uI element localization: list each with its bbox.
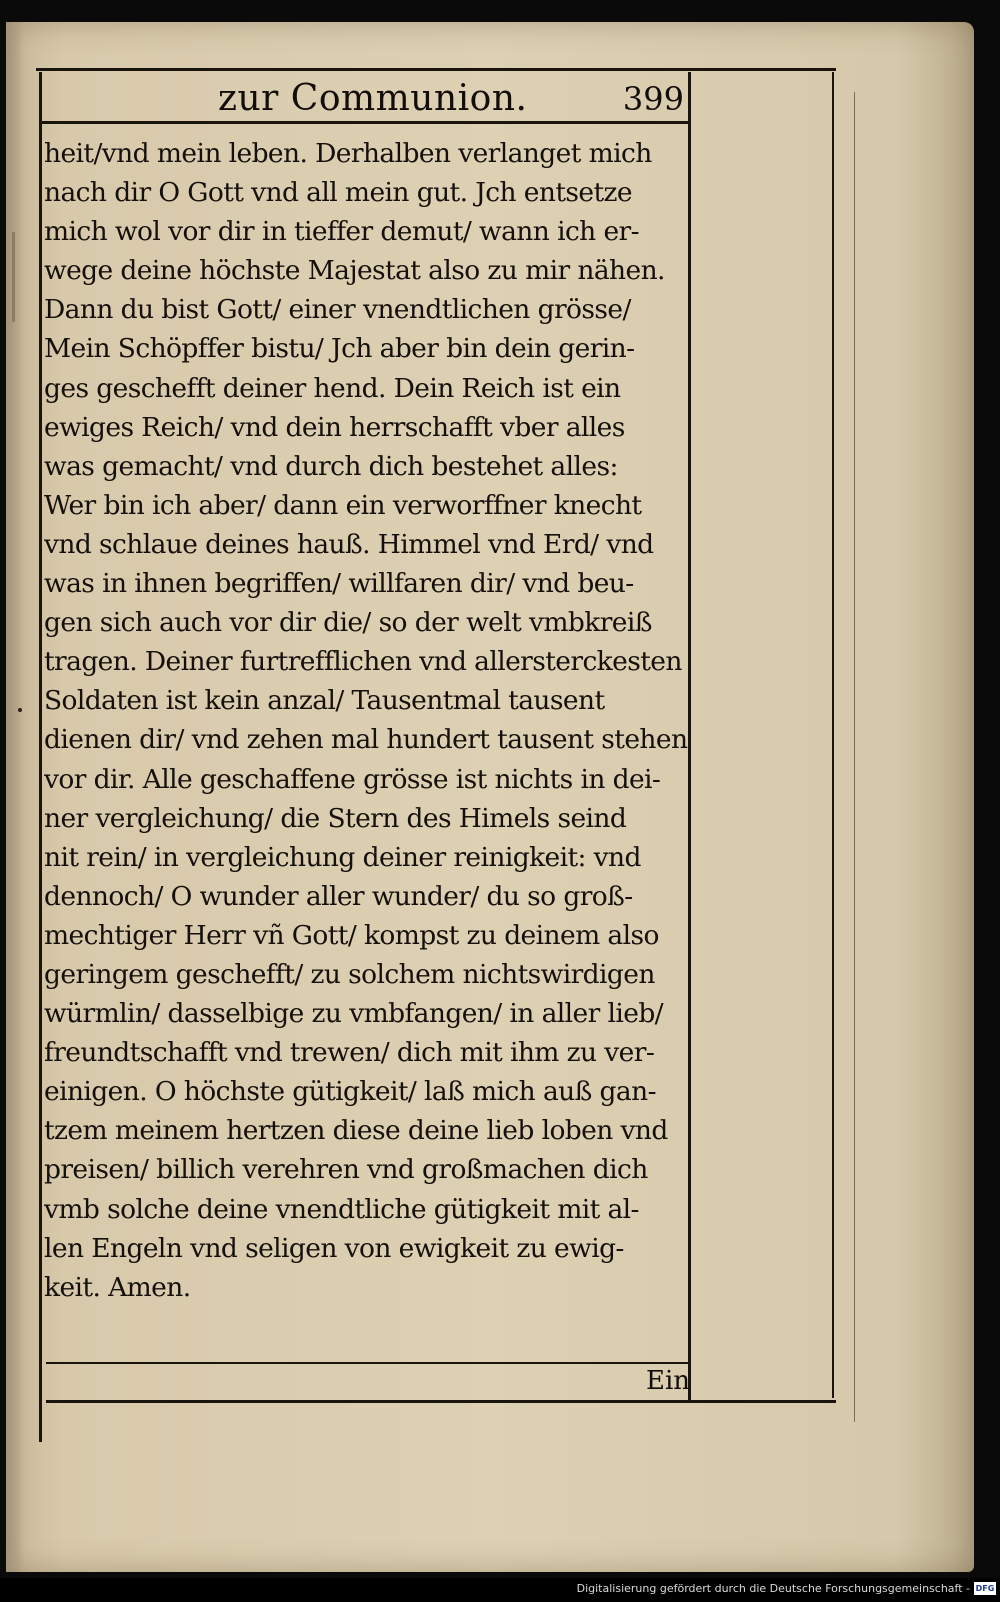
text-line: Soldaten ist kein anzal/ Tausentmal tausent — [44, 685, 605, 717]
page-edge-shadow — [6, 22, 24, 1572]
outer-right-rule — [854, 92, 855, 1422]
text-line: vmb solche deine vnendtliche gütigkeit mit al- — [44, 1193, 639, 1225]
header-rule — [42, 121, 690, 124]
text-line: ner vergleichung/ die Stern des Himels seind — [44, 802, 627, 834]
text-column-right-rule — [688, 72, 691, 1400]
text-line: vnd schlaue deines hauß. Himmel vnd Erd/ vnd — [44, 528, 654, 560]
text-line: wege deine höchste Majestat also zu mir nähen. — [44, 255, 665, 287]
book-page — [6, 22, 974, 1572]
text-line: nach dir O Gott vnd all mein gut. Jch entsetze — [44, 177, 632, 209]
text-line: nit rein/ in vergleichung deiner reinigkeit: vnd — [44, 841, 641, 873]
text-line: keit. Amen. — [44, 1271, 191, 1303]
text-line: geringem geschefft/ zu solchem nichtswirdigen — [44, 958, 655, 990]
text-line: dienen dir/ vnd zehen mal hundert tausent stehen — [44, 724, 688, 756]
text-line: einigen. O höchste gütigkeit/ laß mich auß gan- — [44, 1076, 656, 1108]
margin-mark — [12, 232, 15, 322]
text-line: mechtiger Herr vñ Gott/ kompst zu deinem also — [44, 919, 659, 951]
text-line: Dann du bist Gott/ einer vnendtlichen grösse/ — [44, 294, 631, 326]
text-line: freundtschafft vnd trewen/ dich mit ihm zu ver- — [44, 1037, 655, 1069]
margin-column-right-rule — [832, 72, 834, 1398]
text-line: Wer bin ich aber/ dann ein verworffner knecht — [44, 489, 642, 521]
top-frame-rule — [36, 68, 836, 71]
text-line: vor dir. Alle geschaffene grösse ist nichts in dei- — [44, 763, 661, 795]
funding-credit: Digitalisierung gefördert durch die Deutsche Forschungsgemeinschaft - — [576, 1582, 970, 1595]
running-header — [46, 78, 686, 120]
page-number: 399 — [622, 80, 684, 118]
text-line: ges geschefft deiner hend. Dein Reich ist ein — [44, 372, 621, 404]
text-line: würmlin/ dasselbige zu vmbfangen/ in aller lieb/ — [44, 998, 664, 1030]
text-line: preisen/ billich verehren vnd großmachen dich — [44, 1154, 648, 1186]
dfg-logo: DFG — [975, 1584, 995, 1593]
running-title: zur Communion. — [218, 78, 528, 119]
bottom-frame-rule — [46, 1400, 836, 1403]
text-line: tzem meinem hertzen diese deine lieb loben vnd — [44, 1115, 668, 1147]
left-frame-rule — [39, 72, 42, 1442]
margin-dot — [18, 708, 22, 712]
text-line: gen sich auch vor dir die/ so der welt vmbkreiß — [44, 607, 652, 639]
text-bottom-rule — [46, 1362, 690, 1364]
text-line: ewiges Reich/ vnd dein herrschafft vber alles — [44, 411, 625, 443]
text-line: heit/vnd mein leben. Derhalben verlanget mich — [44, 138, 652, 169]
text-line: len Engeln vnd seligen von ewigkeit zu ewig- — [44, 1232, 624, 1264]
text-line: Mein Schöpffer bistu/ Jch aber bin dein gerin- — [44, 333, 635, 365]
text-line: dennoch/ O wunder aller wunder/ du so groß- — [44, 880, 633, 912]
text-line: tragen. Deiner furtrefflichen vnd allersterckesten — [44, 646, 682, 678]
catchword: Ein — [646, 1366, 691, 1396]
text-line: was gemacht/ vnd durch dich bestehet alles: — [44, 450, 618, 482]
text-line: was in ihnen begriffen/ willfaren dir/ vnd beu- — [44, 568, 634, 600]
digitization-footer — [0, 1578, 1000, 1602]
body-text — [44, 134, 688, 1307]
text-line: mich wol vor dir in tieffer demut/ wann ich er- — [44, 216, 639, 248]
